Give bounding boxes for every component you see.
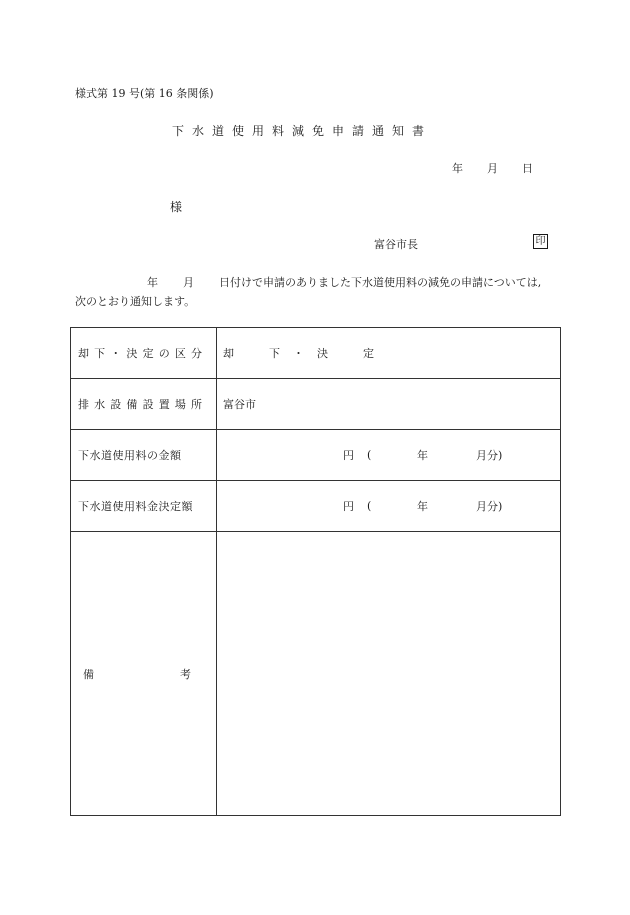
label-char: 所 xyxy=(190,398,202,412)
label-char: 分 xyxy=(190,347,202,361)
recipient-honorific: 様 xyxy=(170,200,183,214)
label-char: 区 xyxy=(174,347,186,361)
fee-amount-label: 下水道使用料の金額 xyxy=(78,449,182,463)
fee-decided-yen: 円 xyxy=(343,500,354,514)
label-char: 水 xyxy=(94,398,106,412)
facility-location-value: 富谷市 xyxy=(217,379,561,430)
fee-amount-yen: 円 xyxy=(343,449,354,463)
fee-amount-label-cell xyxy=(71,430,217,481)
remarks-label-cell xyxy=(71,532,217,816)
remarks-label-left: 備 xyxy=(83,667,94,681)
fee-decided-open-paren: ( xyxy=(367,499,372,513)
label-char: 決 xyxy=(126,347,138,361)
option-decide-1: 決 xyxy=(317,347,328,361)
facility-location-label-cell xyxy=(71,379,217,430)
fee-decided-year: 年 xyxy=(417,500,428,514)
remarks-label-right: 考 xyxy=(180,667,191,681)
fee-amount-year: 年 xyxy=(417,449,428,463)
table-row xyxy=(71,532,561,816)
facility-location-label xyxy=(78,396,202,412)
decision-type-label-cell xyxy=(71,328,217,379)
option-separator: ・ xyxy=(293,347,304,361)
label-char: 場 xyxy=(174,398,186,412)
option-reject-1: 却 xyxy=(223,347,234,361)
table-row xyxy=(71,481,561,532)
option-decide-2: 定 xyxy=(363,347,374,361)
seal-mark: 印 xyxy=(533,234,548,249)
form-number: 様式第 19 号(第 16 条関係) xyxy=(75,87,214,100)
body-month-label: 月 xyxy=(183,276,194,289)
decision-type-label xyxy=(78,345,202,361)
table-row xyxy=(71,430,561,481)
label-char: 排 xyxy=(78,398,89,412)
label-char: 設 xyxy=(110,398,122,412)
fee-decided-month: 月分) xyxy=(476,500,503,514)
fee-decided-value-cell xyxy=(217,481,561,532)
option-reject-2: 下 xyxy=(269,347,280,361)
decision-type-value-cell xyxy=(217,328,561,379)
label-char: の xyxy=(158,347,170,361)
label-char: ・ xyxy=(110,347,122,361)
fee-decided-label-cell xyxy=(71,481,217,532)
label-char: 定 xyxy=(142,347,154,361)
date-day-label: 日 xyxy=(522,162,533,175)
label-char: 置 xyxy=(158,398,170,412)
fee-amount-value-cell xyxy=(217,430,561,481)
document-title: 下水道使用料減免申請通知書 xyxy=(172,124,433,138)
table-row xyxy=(71,379,561,430)
issuer-name: 富谷市長 xyxy=(374,238,418,251)
body-year-label: 年 xyxy=(147,276,158,289)
notice-line-2: 次のとおり通知します。 xyxy=(75,295,196,308)
notice-form-table xyxy=(70,327,561,816)
label-char: 却 xyxy=(78,347,89,361)
label-char: 設 xyxy=(142,398,154,412)
fee-decided-label: 下水道使用料金決定額 xyxy=(78,500,193,514)
remarks-label xyxy=(78,666,191,682)
fee-amount-open-paren: ( xyxy=(367,448,372,462)
table-row xyxy=(71,328,561,379)
fee-amount-month: 月分) xyxy=(476,449,503,463)
date-month-label: 月 xyxy=(487,162,498,175)
label-char: 下 xyxy=(94,347,106,361)
date-year-label: 年 xyxy=(452,162,463,175)
body-text: 日付けで申請のありました下水道使用料の減免の申請については, xyxy=(219,276,542,289)
decision-type-options xyxy=(223,345,560,361)
remarks-value xyxy=(217,532,561,816)
label-char: 備 xyxy=(126,398,138,412)
